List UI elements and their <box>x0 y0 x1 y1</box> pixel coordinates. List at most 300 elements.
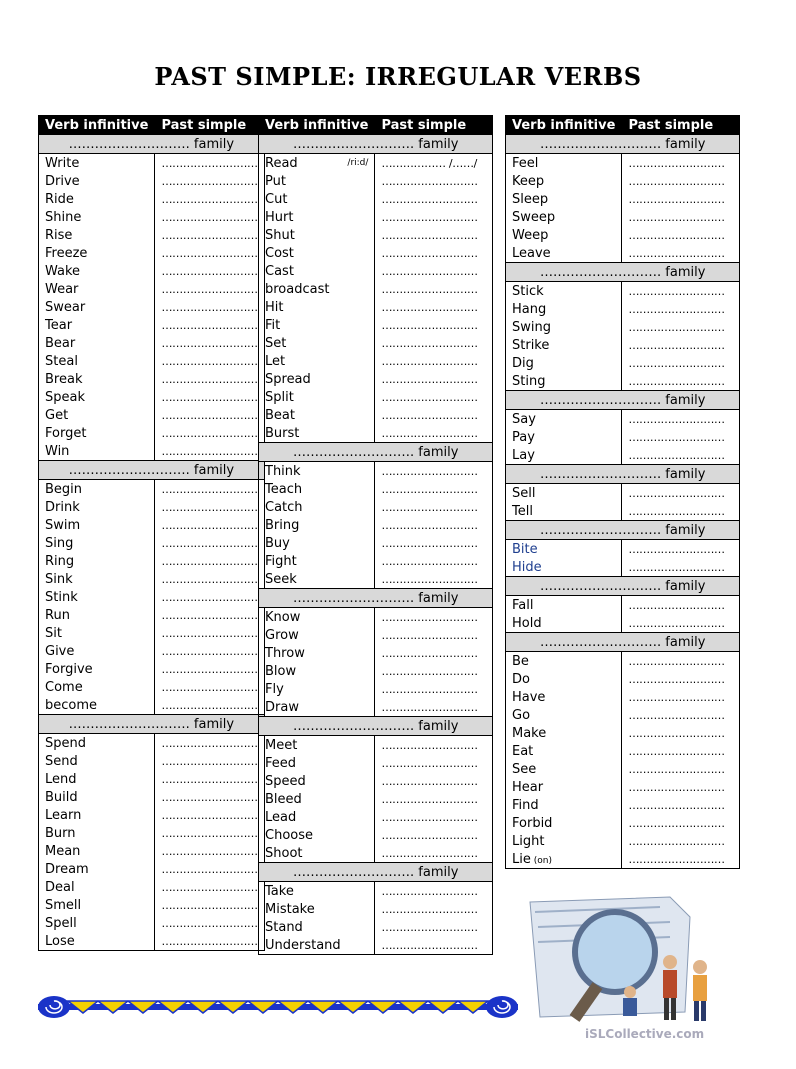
family-row <box>259 135 493 154</box>
verb-text: Steal <box>45 353 78 369</box>
past-simple-blank[interactable]: ……………………… <box>155 388 264 406</box>
past-simple-blank[interactable]: ……………………… <box>155 932 264 951</box>
verb-text: Shut <box>265 227 295 243</box>
family-row <box>259 863 493 882</box>
past-simple-blank[interactable]: ……………………… <box>375 498 493 516</box>
family-row <box>506 633 740 652</box>
past-simple-blank[interactable]: ……………………… <box>155 896 264 914</box>
verb-row <box>39 914 265 932</box>
past-simple-blank[interactable]: ……………………… <box>155 824 264 842</box>
verb-row <box>506 832 740 850</box>
past-simple-blank[interactable]: ……………………… <box>155 208 264 226</box>
verb-row <box>259 608 493 627</box>
verb-infinitive <box>39 244 155 262</box>
verb-text: Bring <box>265 517 300 533</box>
family-label[interactable]: ………………………. family <box>506 633 740 652</box>
verb-text: Eat <box>512 743 534 759</box>
past-simple-blank[interactable]: ……………………… <box>155 842 264 860</box>
verb-row <box>259 370 493 388</box>
verb-row <box>259 570 493 589</box>
verb-infinitive <box>506 154 622 173</box>
past-simple-blank[interactable]: ……………………… <box>622 226 740 244</box>
verb-infinitive <box>259 406 375 424</box>
verb-row <box>39 842 265 860</box>
past-simple-blank[interactable]: ……………………… <box>622 796 740 814</box>
past-simple-blank[interactable]: ……………………… <box>155 154 264 173</box>
verb-row <box>39 406 265 424</box>
verb-text: Spell <box>45 915 77 931</box>
past-simple-blank[interactable]: ……………………… <box>375 844 493 863</box>
past-simple-blank[interactable]: ……………………… <box>622 596 740 615</box>
verb-infinitive <box>506 318 622 336</box>
verb-text: Think <box>265 463 301 479</box>
verb-row <box>259 352 493 370</box>
past-simple-blank[interactable]: ……………………… <box>622 670 740 688</box>
verb-text: Spread <box>265 371 311 387</box>
past-simple-blank[interactable]: ……………………… <box>622 814 740 832</box>
past-simple-blank[interactable]: ……………………… <box>375 680 493 698</box>
past-simple-blank[interactable]: ……………………… <box>622 172 740 190</box>
verb-infinitive <box>259 498 375 516</box>
family-label[interactable]: ………………………. family <box>39 715 265 734</box>
past-simple-blank[interactable]: ……………………… <box>375 736 493 755</box>
verb-text: Go <box>512 707 531 723</box>
verb-infinitive <box>259 552 375 570</box>
verb-infinitive <box>39 624 155 642</box>
verb-text: Cut <box>265 191 288 207</box>
past-simple-blank[interactable]: ……………………… <box>155 570 264 588</box>
verb-infinitive <box>506 778 622 796</box>
past-simple-blank[interactable]: ……………………… <box>375 280 493 298</box>
verb-text: Cast <box>265 263 294 279</box>
verb-infinitive <box>506 336 622 354</box>
verb-text: Wear <box>45 281 79 297</box>
verb-row <box>39 696 265 715</box>
past-simple-blank[interactable]: ……………………… <box>622 484 740 503</box>
past-simple-blank[interactable]: ……………………… <box>155 516 264 534</box>
verb-infinitive <box>259 790 375 808</box>
past-simple-blank[interactable]: ……………………… <box>622 354 740 372</box>
past-simple-blank[interactable]: ……………………… <box>375 698 493 717</box>
past-simple-blank[interactable]: ……………………… <box>375 370 493 388</box>
verb-infinitive <box>39 406 155 424</box>
verb-infinitive <box>39 298 155 316</box>
verb-text: Hurt <box>265 209 294 225</box>
verb-text: Break <box>45 371 83 387</box>
verb-infinitive <box>506 428 622 446</box>
past-simple-blank[interactable]: ……………………… <box>155 588 264 606</box>
verb-row <box>506 446 740 465</box>
past-simple-blank[interactable]: ……………………… <box>375 754 493 772</box>
past-simple-blank[interactable]: ……………………… <box>622 688 740 706</box>
verb-infinitive <box>506 724 622 742</box>
verb-row <box>39 588 265 606</box>
past-simple-blank[interactable]: ……………………… <box>622 778 740 796</box>
verb-text: Swing <box>512 319 551 335</box>
verb-infinitive <box>39 788 155 806</box>
past-simple-blank[interactable]: ……………………… <box>155 806 264 824</box>
verb-infinitive <box>259 644 375 662</box>
verb-text: Beat <box>265 407 295 423</box>
verb-infinitive <box>259 698 375 717</box>
past-simple-blank[interactable]: ……………………… <box>375 190 493 208</box>
page-title: PAST SIMPLE: IRREGULAR VERBS <box>154 62 642 91</box>
past-simple-blank[interactable]: ……………………… <box>622 850 740 869</box>
past-simple-blank[interactable]: ……………………… <box>375 406 493 424</box>
family-label[interactable]: ………………………. family <box>506 391 740 410</box>
past-simple-blank[interactable]: ……………………… <box>622 300 740 318</box>
past-simple-blank[interactable]: ……………………… <box>375 772 493 790</box>
past-simple-blank[interactable]: ……………………… <box>375 808 493 826</box>
past-simple-blank[interactable]: ……………………… <box>155 480 264 499</box>
past-simple-blank[interactable]: ……………………… <box>375 226 493 244</box>
past-simple-blank[interactable]: ……………………… <box>375 516 493 534</box>
verb-text: Say <box>512 411 536 427</box>
past-simple-blank[interactable]: ……………………… <box>375 552 493 570</box>
past-simple-blank[interactable]: ……………………… <box>622 724 740 742</box>
past-simple-blank[interactable]: ……………………… <box>375 388 493 406</box>
past-simple-blank[interactable]: ……………………… <box>155 752 264 770</box>
past-simple-blank[interactable]: ……………………… <box>375 334 493 352</box>
verb-text: Do <box>512 671 530 687</box>
family-label[interactable]: ………………………. family <box>259 589 493 608</box>
past-simple-blank[interactable]: ……………………… <box>622 742 740 760</box>
verb-text: Let <box>265 353 286 369</box>
verb-row <box>39 824 265 842</box>
verb-text: Smell <box>45 897 82 913</box>
verb-text: Hold <box>512 615 542 631</box>
verb-infinitive <box>259 936 375 955</box>
verb-text: Hide <box>512 559 542 575</box>
verb-infinitive <box>506 558 622 577</box>
verb-text: Keep <box>512 173 545 189</box>
past-simple-blank[interactable]: ……………………… <box>155 734 264 753</box>
past-simple-blank[interactable]: ……………………… <box>155 298 264 316</box>
past-simple-blank[interactable]: ……………………… <box>375 480 493 498</box>
past-simple-blank[interactable]: ……………………… <box>375 900 493 918</box>
header-past-simple: Past simple <box>155 116 264 135</box>
past-simple-blank[interactable]: ……………………… <box>155 606 264 624</box>
past-simple-blank[interactable]: ……………………… <box>155 860 264 878</box>
verb-text: Have <box>512 689 546 705</box>
verb-row <box>506 688 740 706</box>
verb-infinitive <box>39 280 155 298</box>
verb-row <box>259 772 493 790</box>
verb-text: Swim <box>45 517 81 533</box>
verb-row <box>39 370 265 388</box>
verb-infinitive <box>259 280 375 298</box>
verb-infinitive <box>39 190 155 208</box>
past-simple-blank[interactable]: ……………………… <box>375 918 493 936</box>
past-simple-blank[interactable]: ……………………… <box>622 336 740 354</box>
verb-text: Find <box>512 797 539 813</box>
verb-row <box>39 606 265 624</box>
verb-infinitive <box>506 850 622 869</box>
past-simple-blank[interactable]: ……………………… <box>155 370 264 388</box>
verb-infinitive <box>259 882 375 901</box>
verb-text: Split <box>265 389 294 405</box>
verb-text: Cost <box>265 245 294 261</box>
verb-infinitive <box>259 334 375 352</box>
past-simple-blank[interactable]: ……………………… <box>375 626 493 644</box>
verb-text: Come <box>45 679 83 695</box>
verb-text: Meet <box>265 737 298 753</box>
past-simple-blank[interactable]: ……………………… <box>155 424 264 442</box>
verb-row <box>259 900 493 918</box>
verb-row <box>259 262 493 280</box>
past-simple-blank[interactable]: ……………… /……/ <box>375 154 493 173</box>
verb-infinitive <box>39 914 155 932</box>
verb-infinitive <box>259 626 375 644</box>
past-simple-blank[interactable]: ……………………… <box>155 534 264 552</box>
verb-text: Feed <box>265 755 297 771</box>
family-label[interactable]: ………………………. family <box>506 521 740 540</box>
family-label[interactable]: ………………………. family <box>39 461 265 480</box>
verb-infinitive <box>39 534 155 552</box>
past-simple-blank[interactable]: ……………………… <box>375 244 493 262</box>
verb-row <box>259 826 493 844</box>
verb-infinitive <box>506 670 622 688</box>
verb-infinitive <box>39 352 155 370</box>
verb-infinitive <box>506 814 622 832</box>
past-simple-blank[interactable]: ……………………… <box>622 832 740 850</box>
verb-text: Bleed <box>265 791 302 807</box>
verb-row <box>39 932 265 951</box>
verb-row <box>259 316 493 334</box>
family-row <box>259 589 493 608</box>
past-simple-blank[interactable]: ……………………… <box>622 652 740 671</box>
verb-text: Know <box>265 609 301 625</box>
verb-infinitive <box>39 480 155 499</box>
verb-row <box>39 788 265 806</box>
past-simple-blank[interactable]: ……………………… <box>622 558 740 577</box>
past-simple-blank[interactable]: ……………………… <box>375 570 493 589</box>
verb-text: Tear <box>45 317 73 333</box>
verb-row <box>39 226 265 244</box>
past-simple-blank[interactable]: ……………………… <box>375 534 493 552</box>
past-simple-blank[interactable]: ……………………… <box>622 282 740 301</box>
verb-infinitive <box>39 334 155 352</box>
verb-row <box>506 244 740 263</box>
verb-text: Sweep <box>512 209 556 225</box>
verb-row <box>39 770 265 788</box>
past-simple-blank[interactable]: ……………………… <box>622 540 740 559</box>
past-simple-blank[interactable]: ……………………… <box>622 446 740 465</box>
past-simple-blank[interactable]: ……………………… <box>155 334 264 352</box>
verb-row <box>259 790 493 808</box>
verb-row <box>259 462 493 481</box>
verb-row <box>259 662 493 680</box>
past-simple-blank[interactable]: ……………………… <box>155 552 264 570</box>
header-verb-infinitive: Verb infinitive <box>259 116 375 135</box>
past-simple-blank[interactable]: ……………………… <box>155 788 264 806</box>
verb-text: Dream <box>45 861 89 877</box>
verb-text: Ride <box>45 191 74 207</box>
past-simple-blank[interactable]: ……………………… <box>155 498 264 516</box>
verb-text: Learn <box>45 807 82 823</box>
verb-text: Grow <box>265 627 299 643</box>
past-simple-blank[interactable]: ……………………… <box>622 318 740 336</box>
verb-infinitive <box>39 208 155 226</box>
verb-infinitive <box>39 442 155 461</box>
past-simple-blank[interactable]: ……………………… <box>375 644 493 662</box>
verb-row <box>39 480 265 499</box>
past-simple-blank[interactable]: ……………………… <box>155 878 264 896</box>
past-simple-blank[interactable]: ……………………… <box>155 660 264 678</box>
verb-text: Make <box>512 725 547 741</box>
verb-table-column-2 <box>258 115 493 955</box>
verb-infinitive <box>39 552 155 570</box>
verb-infinitive <box>39 824 155 842</box>
past-simple-blank[interactable]: ……………………… <box>375 462 493 481</box>
past-simple-blank[interactable]: ……………………… <box>155 352 264 370</box>
verb-text: Blow <box>265 663 297 679</box>
verb-text: Rise <box>45 227 73 243</box>
past-simple-blank[interactable]: ……………………… <box>155 226 264 244</box>
verb-infinitive <box>39 316 155 334</box>
verb-row <box>259 244 493 262</box>
verb-row <box>506 652 740 671</box>
verb-infinitive <box>39 932 155 951</box>
verb-row <box>506 336 740 354</box>
past-simple-blank[interactable]: ……………………… <box>375 424 493 443</box>
verb-text: Shoot <box>265 845 303 861</box>
past-simple-blank[interactable]: ……………………… <box>375 882 493 901</box>
past-simple-blank[interactable]: ……………………… <box>622 614 740 633</box>
verb-text: Hear <box>512 779 544 795</box>
family-label[interactable]: ………………………. family <box>506 465 740 484</box>
family-label[interactable]: ………………………. family <box>259 717 493 736</box>
verb-row <box>506 796 740 814</box>
verb-infinitive <box>259 900 375 918</box>
past-simple-blank[interactable]: ……………………… <box>155 262 264 280</box>
verb-infinitive <box>259 534 375 552</box>
past-simple-blank[interactable]: ……………………… <box>155 316 264 334</box>
family-label[interactable]: ………………………. family <box>259 443 493 462</box>
past-simple-blank[interactable]: ……………………… <box>622 190 740 208</box>
verb-infinitive <box>506 226 622 244</box>
verb-text: Bite <box>512 541 538 557</box>
past-simple-blank[interactable]: ……………………… <box>155 678 264 696</box>
past-simple-blank[interactable]: ……………………… <box>622 502 740 521</box>
past-simple-blank[interactable]: ……………………… <box>622 428 740 446</box>
past-simple-blank[interactable]: ……………………… <box>155 280 264 298</box>
family-label[interactable]: ………………………. family <box>39 135 265 154</box>
verb-infinitive <box>39 588 155 606</box>
verb-text: Throw <box>265 645 305 661</box>
family-label[interactable]: ………………………. family <box>259 863 493 882</box>
verb-infinitive <box>259 480 375 498</box>
past-simple-blank[interactable]: ……………………… <box>155 190 264 208</box>
verb-row <box>259 844 493 863</box>
family-label[interactable]: ………………………. family <box>506 577 740 596</box>
verb-row <box>39 190 265 208</box>
past-simple-blank[interactable]: ……………………… <box>622 372 740 391</box>
past-simple-blank[interactable]: ……………………… <box>622 244 740 263</box>
verb-row <box>259 698 493 717</box>
family-label[interactable]: ………………………. family <box>506 263 740 282</box>
verb-row <box>506 724 740 742</box>
past-simple-blank[interactable]: ……………………… <box>622 760 740 778</box>
past-simple-blank[interactable]: ……………………… <box>375 826 493 844</box>
verb-row <box>259 498 493 516</box>
family-row <box>506 521 740 540</box>
decorative-wave-banner <box>38 995 518 1019</box>
past-simple-blank[interactable]: ……………………… <box>622 208 740 226</box>
verb-row <box>39 806 265 824</box>
verb-row <box>259 918 493 936</box>
verb-table-column-3 <box>505 115 740 869</box>
verb-row <box>259 424 493 443</box>
past-simple-blank[interactable]: ……………………… <box>622 410 740 429</box>
past-simple-blank[interactable]: ……………………… <box>155 914 264 932</box>
past-simple-blank[interactable]: ……………………… <box>155 642 264 660</box>
verb-row <box>506 154 740 173</box>
verb-text: Drink <box>45 499 80 515</box>
family-label[interactable]: ………………………. family <box>259 135 493 154</box>
verb-infinitive <box>259 298 375 316</box>
verb-infinitive <box>39 370 155 388</box>
verb-text: Draw <box>265 699 299 715</box>
verb-infinitive <box>259 244 375 262</box>
past-simple-blank[interactable]: ……………………… <box>622 154 740 173</box>
verb-text: Buy <box>265 535 290 551</box>
past-simple-blank[interactable]: ……………………… <box>155 172 264 190</box>
verb-infinitive <box>506 652 622 671</box>
verb-text: Hang <box>512 301 547 317</box>
family-row <box>39 461 265 480</box>
verb-text: See <box>512 761 537 777</box>
past-simple-blank[interactable]: ……………………… <box>622 706 740 724</box>
verb-infinitive <box>259 680 375 698</box>
verb-text: Shine <box>45 209 82 225</box>
past-simple-blank[interactable]: ……………………… <box>155 770 264 788</box>
past-simple-blank[interactable]: ……………………… <box>375 316 493 334</box>
past-simple-blank[interactable]: ……………………… <box>375 208 493 226</box>
header-past-simple: Past simple <box>622 116 740 135</box>
verb-infinitive <box>259 172 375 190</box>
verb-text: Send <box>45 753 78 769</box>
verb-text: Lend <box>45 771 77 787</box>
verb-text: Burst <box>265 425 300 441</box>
verb-infinitive <box>39 770 155 788</box>
verb-infinitive <box>506 190 622 208</box>
past-simple-blank[interactable]: ……………………… <box>375 608 493 627</box>
past-simple-blank[interactable]: ……………………… <box>375 352 493 370</box>
past-simple-blank[interactable]: ……………………… <box>155 442 264 461</box>
past-simple-blank[interactable]: ……………………… <box>375 936 493 955</box>
past-simple-blank[interactable]: ……………………… <box>375 298 493 316</box>
verb-table <box>38 115 265 951</box>
verb-row <box>259 534 493 552</box>
verb-row <box>506 226 740 244</box>
verb-infinitive <box>39 642 155 660</box>
past-simple-blank[interactable]: ……………………… <box>155 406 264 424</box>
verb-row <box>506 372 740 391</box>
family-label[interactable]: ………………………. family <box>506 135 740 154</box>
past-simple-blank[interactable]: ……………………… <box>375 172 493 190</box>
past-simple-blank[interactable]: ……………………… <box>155 696 264 715</box>
verb-text: Stick <box>512 283 544 299</box>
past-simple-blank[interactable]: ……………………… <box>155 624 264 642</box>
past-simple-blank[interactable]: ……………………… <box>375 790 493 808</box>
past-simple-blank[interactable]: ……………………… <box>375 662 493 680</box>
verb-infinitive <box>39 424 155 442</box>
verb-text: Forgive <box>45 661 93 677</box>
verb-row <box>506 318 740 336</box>
past-simple-blank[interactable]: ……………………… <box>155 244 264 262</box>
past-simple-blank[interactable]: ……………………… <box>375 262 493 280</box>
